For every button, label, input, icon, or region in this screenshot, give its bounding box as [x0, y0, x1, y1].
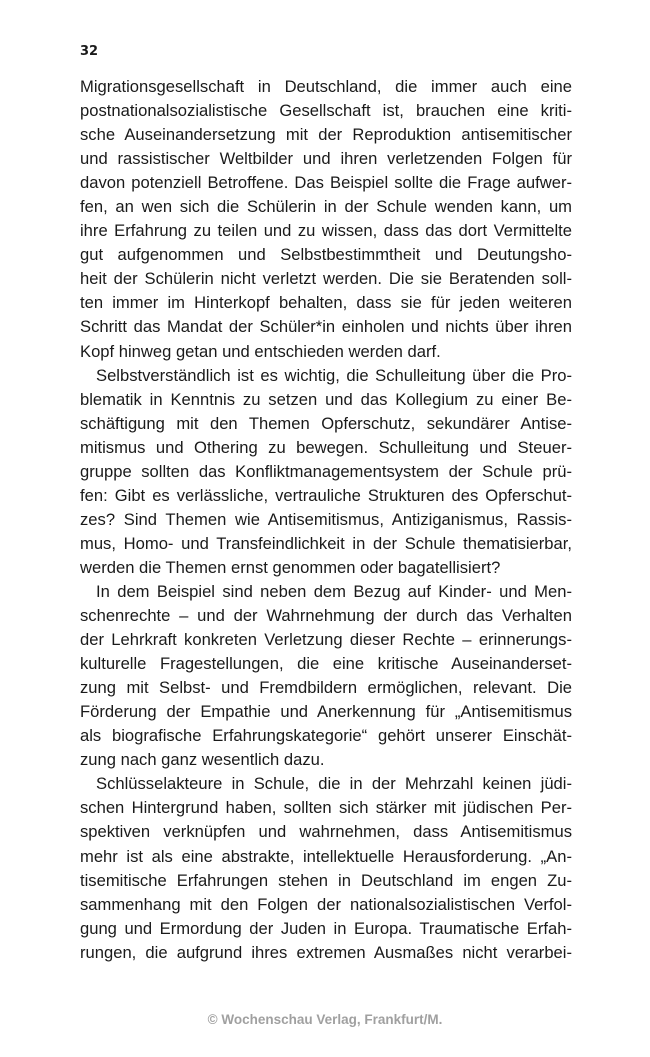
body-text: [80, 75, 572, 965]
text-line: rungen, die aufgrund ihres extremen Ausmaßes nicht verarbei-: [80, 942, 572, 962]
text-line: fen: Gibt es verlässliche, vertrauliche Strukturen des Opferschut-: [80, 485, 572, 505]
text-line: sche Auseinandersetzung mit der Reproduktion antisemitischer: [80, 125, 572, 145]
text-line: Migrationsgesellschaft in Deutschland, die immer auch eine: [80, 77, 572, 96]
page-number: 32: [80, 44, 99, 59]
text-line: fen, an wen sich die Schülerin in der Schule wenden kann, um: [80, 197, 572, 217]
text-line: postnationalsozialistische Gesellschaft ist, brauchen eine kriti-: [80, 101, 572, 121]
text-line: werden die Themen ernst genommen oder bagatellisiert?: [80, 557, 501, 577]
text-line: blematik in Kenntnis zu setzen und das Kollegium zu einer Be-: [80, 389, 572, 409]
text-line: gruppe sollten das Konfliktmanagementsystem der Schule prü-: [80, 461, 572, 481]
text-line: zes? Sind Themen wie Antisemitismus, Antiziganismus, Rassis-: [80, 509, 572, 529]
text-line: zung nach ganz wesentlich dazu.: [80, 750, 325, 770]
text-line: gung und Ermordung der Juden in Europa. Traumatische Erfah-: [80, 918, 572, 938]
text-line: Schritt das Mandat der Schüler*in einholen und nichts über ihren: [80, 317, 572, 337]
text-line: Schlüsselakteure in Schule, die in der Mehrzahl keinen jüdi-: [96, 774, 572, 794]
text-line: spektiven verknüpfen und wahrnehmen, dass Antisemitismus: [80, 822, 572, 842]
text-line: als biografische Erfahrungskategorie“ gehört unserer Einschät-: [80, 726, 572, 746]
text-line: mitismus und Othering zu bewegen. Schulleitung und Steuer-: [80, 437, 572, 457]
text-line: In dem Beispiel sind neben dem Bezug auf Kinder- und Men-: [96, 581, 572, 601]
text-line: mehr ist als eine abstrakte, intellektuelle Herausforderung. „An-: [80, 846, 572, 866]
text-line: tisemitische Erfahrungen stehen in Deutschland im engen Zu-: [80, 870, 572, 890]
text-line: zung mit Selbst- und Fremdbildern ermöglichen, relevant. Die: [80, 678, 572, 698]
text-line: davon potenziell Betroffene. Das Beispiel sollte die Frage aufwer-: [80, 173, 572, 193]
text-line: schäftigung mit den Themen Opferschutz, sekundärer Antise-: [80, 413, 572, 433]
text-line: kulturelle Fragestellungen, die eine kritische Auseinanderset-: [80, 654, 572, 674]
copyright-footer: © Wochenschau Verlag, Frankfurt/M.: [207, 1012, 443, 1027]
text-line: heit der Schülerin nicht verletzt werden. Die sie Beratenden soll-: [80, 269, 572, 289]
text-line: mus, Homo- und Transfeindlichkeit in der Schule thematisierbar,: [80, 533, 572, 553]
text-line: und rassistischer Weltbilder und ihren verletzenden Folgen für: [80, 149, 572, 169]
text-line: der Lehrkraft konkreten Verletzung dieser Rechte – erinnerungs-: [80, 630, 572, 650]
text-line: Förderung der Empathie und Anerkennung für „Antisemitismus: [80, 702, 572, 722]
text-line: schenrechte – und der Wahrnehmung der durch das Verhalten: [80, 606, 572, 626]
text-line: sammenhang mit den Folgen der nationalsozialistischen Verfol-: [80, 894, 572, 914]
text-line: Selbstverständlich ist es wichtig, die Schulleitung über die Pro-: [96, 365, 572, 385]
text-line: Kopf hinweg getan und entschieden werden darf.: [80, 341, 441, 361]
text-line: schen Hintergrund haben, sollten sich stärker mit jüdischen Per-: [80, 798, 572, 818]
text-line: ihre Erfahrung zu teilen und zu wissen, dass das dort Vermittelte: [80, 221, 572, 241]
text-line: ten immer im Hinterkopf behalten, dass sie für jeden weiteren: [80, 293, 572, 313]
text-line: gut aufgenommen und Selbstbestimmtheit und Deutungsho-: [80, 245, 572, 265]
